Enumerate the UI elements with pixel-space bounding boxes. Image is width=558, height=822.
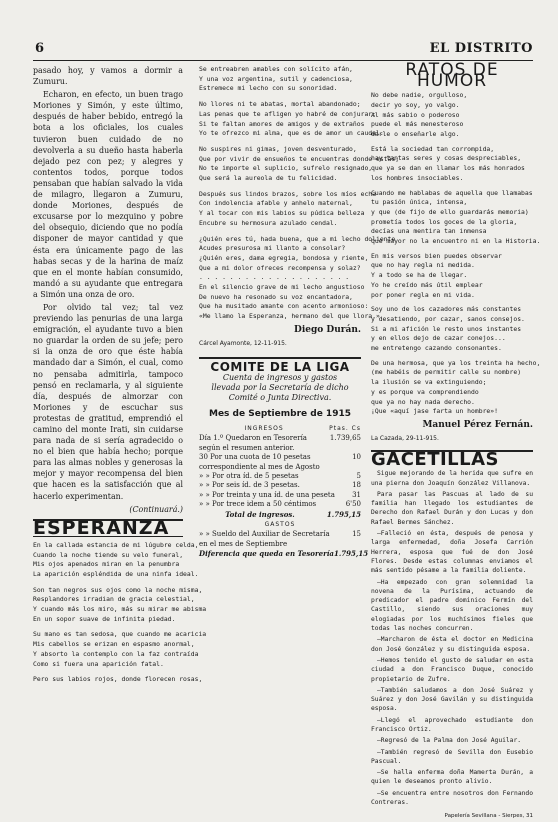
verse-line: por poner regla en mi vida. [371, 290, 475, 299]
poem-line: Encubre su hermosura azulado cendal. [199, 218, 338, 227]
verse-line: y desatiendo, por cazar, sanos consejos. [371, 314, 525, 323]
verse-line: Cuando me hablabas de aquella que llamabas [371, 188, 533, 197]
verse-line: y en ellos dejo de cazar conejos... [371, 334, 506, 343]
poem-line: Yo te ofrezco mi alma, que es de amor un caudal. [199, 129, 384, 138]
esperanza-poem [33, 540, 207, 685]
verse-line: decir yo soy, yo valgo. [371, 100, 460, 109]
poem-line: Después sus lindos brazos, sobre los míos echa [199, 189, 376, 198]
poem-line: Y absorto la contemplo con la faz contraída [33, 649, 199, 658]
gacetilla-item: —Hemos tenido el gusto de saludar en esta ciudad a don Francisco Duque, conocido propietario de Zufre. [371, 656, 533, 683]
ingreso-description: » » Por seis íd. de 3 pesetas. [199, 481, 300, 490]
verse-line: Yo he creído más útil emplear [371, 280, 483, 289]
publication-title: EL DISTRITO [429, 41, 533, 56]
poem-line: No te importe el suplicio, sufrelo resignado, [199, 164, 373, 173]
poem-line: Y cuando más los miro, más su mirar me abisma [33, 605, 207, 614]
poem-line: Su mano es tan sedosa, que cuando me acaricia [33, 630, 207, 639]
poem-line: «Me llamo la Esperanza, hermano del que llora.» [199, 312, 380, 321]
verse-line: y es porque va comprendiendo [371, 387, 479, 396]
gacetilla-item: Para pasar las Pascuas al lado de su familia han llegado los estudiantes de Derecho don Rafael Durán y don Lucas y don Rafael Bermes Sánchez. [371, 490, 533, 526]
poem-line: Acudes presurosa mi llanto a consolar? [199, 244, 346, 253]
verse-line: (me habéis de permitir calle su nombre) [371, 368, 522, 377]
gacetilla-item: —Llegó el aprovechado estudiante don Francisco Ortiz. [371, 716, 533, 733]
poem-line: En un sopor suave de infinita piedad. [33, 614, 176, 623]
poem-line: Que será la aureola de tu felicidad. [199, 174, 338, 183]
verse-line: No debe nadie, orgulloso, [371, 91, 468, 100]
continued-note: (Continuará.) [129, 504, 183, 514]
verse-line: que no hay regla ni medida. [371, 261, 475, 270]
column-right [371, 60, 541, 822]
gacetilla-item: Sigue mejorando de la herida que sufre en una pierna don Joaquín González Villanova. [371, 470, 533, 487]
poem-line: Las penas que te afligen yo habré de conjurar; [199, 109, 376, 118]
column-left [33, 65, 207, 685]
total-ingresos-row: Total de ingresos. 1.795,15 [225, 509, 361, 519]
ratos-verses [371, 91, 541, 417]
ingreso-amount: 18 [352, 481, 361, 490]
verse-line: que ya se dan en llamar los más honrados [371, 164, 525, 173]
gastos-header: GASTOS [264, 521, 296, 528]
poem-line: ¿Quién eres, dama egregia, bondosa y riente, [199, 253, 369, 262]
poem-line: Cuando la noche tiende su velo funeral, [33, 550, 184, 559]
ingreso-description: 30 Por una cuota de 10 pesetas correspondiente al mes de Agosto [199, 453, 320, 471]
diferencia-row: Diferencia que queda en Tesorería 1.795,15 [199, 548, 369, 558]
ingreso-amount: 1.739,65 [329, 434, 361, 443]
poem-line: Y al tocar con mis labios su púdica belleza [199, 209, 365, 218]
poem-line: Y una voz argentina, sutil y cadenciosa, [199, 74, 353, 83]
verse-line: los hombres insociables. [371, 173, 464, 182]
story-continuation [33, 65, 183, 515]
poem-line: Que a mi dolor ofreces recompensa y solaz? [199, 263, 361, 272]
ratos-title: RATOS DE HUMOR [405, 60, 499, 92]
column-middle [199, 65, 400, 558]
verse-line: Está la sociedad tan corrompida, [371, 144, 495, 153]
story-paragraph: Echaron, en efecto, un buen trago Moriones y Simón, y este último, después de haber bebido, entregó la bota a los oficiales, los cuales tuvieron buen cuidado de no devolverla a su dueño hasta haberla dejado pez con pez; y alegres y contentos todos, porque todos pensaban que habían salvado la vida de milagro, llegaron a Zumuru, donde Moriones, después de excusarse por lo mezquino y pobre del obsequio, diciendo que no podía disponer de mayor cantidad y que ésta era únicamente pago de las habas secas y de la harina de maíz que en el monte habían consumido, mandó a su ayudante que entregara a Simón una onza de oro. [33, 90, 183, 299]
ingreso-description: » » Por treinta y una íd. de una peseta [199, 490, 335, 499]
poem-line: En la callada estancia de mi lúgubre celda, [33, 540, 199, 549]
poem-line: No suspires ni gimas, joven desventurado, [199, 144, 357, 153]
gacetilla-item: —Se halla enferma doña Mamerta Durán, a quien le deseamos pronto alivio. [371, 769, 533, 786]
verse-line: En mis versos bien puedes observar [371, 251, 502, 260]
verse-line: Al más sabio o poderoso [371, 110, 460, 119]
gacetilla-item: —Marcharon de ésta el doctor en Medicina don José González y su distinguida esposa. [371, 636, 533, 653]
ratos-dateline: La Cazada, 29-11-915. [371, 435, 439, 443]
ingreso-row [199, 453, 361, 472]
ingreso-row [199, 481, 361, 490]
ingreso-description: Día 1.º Quedaron en Tesorería según el resumen anterior. [199, 434, 307, 452]
liga-account-box [199, 357, 369, 558]
poem-line: Si te faltan amores de amigos y de extraños [199, 119, 365, 128]
ingresos-header: INGRESOS Ptas. Cs [244, 425, 361, 433]
ingresos-rows [199, 434, 361, 509]
verse-line: que mayor no la encuentro ni en la Historia. [371, 237, 541, 246]
verse-line: Si a mi afición le resto unos instantes [371, 324, 522, 333]
ratos-signature: Manuel Pérez Fernán. [422, 419, 533, 430]
ingreso-row [199, 472, 361, 481]
esperanza-poem-continued [199, 65, 400, 322]
ingreso-amount: 31 [352, 490, 361, 499]
poem-line: Mis ojos apenados miran en la penumbra [33, 560, 180, 569]
poem-line: Pero sus labios rojos, donde florecen rosas, [33, 675, 203, 684]
ingreso-row [199, 500, 361, 509]
poem-line: . . . . . . . . . . . . . . . . . . . . [199, 273, 350, 282]
ingreso-amount: 6'50 [345, 500, 361, 509]
verse-line: tu pasión única, intensa, [371, 198, 468, 207]
poem-line: Con indolencia afable y anhelo maternal, [199, 199, 353, 208]
verse-line: decías una mentira tan inmensa [371, 227, 487, 236]
poem-line: La aparición espléndida de una ninfa ideal. [33, 569, 199, 578]
verse-line: ¡Que «aquí jase farta un hombre»! [371, 407, 498, 416]
gacetilla-item: —Se encuentra entre nosotros don Fernando Contreras. [371, 789, 533, 807]
page-number: 6 [35, 41, 45, 56]
poem-line: Son tan negros sus ojos como la noche misma, [33, 585, 203, 594]
gasto-row: » » Sueldo del Auxiliar de Secretaría en el mes de Septiembre 15 [199, 530, 361, 548]
gacetilla-item: —También regresó de Sevilla don Eusebio Pascual. [371, 748, 533, 765]
verse-line: que ya no hay nada derecho. [371, 397, 475, 406]
poem-line: Que ha musitado amante con acento armonioso: [199, 302, 369, 311]
verse-line: darle o enseñarle algo. [371, 130, 460, 138]
gacetillas-body [371, 469, 533, 807]
verse-line: De una hermosa, que ya los treinta ha hecho, [371, 358, 541, 367]
story-paragraph: pasado hoy, y vamos a dormir a Zumuru. [33, 66, 183, 87]
verse-line: Y a todo se ha de llegar. [371, 271, 468, 280]
verse-line: y que (de fijo de ello guardarás memoria) [371, 207, 529, 216]
verse-line: me entretengo cazando consonantes. [371, 344, 502, 353]
verse-line: prometía todos los goces de la gloria, [371, 217, 518, 226]
poem-signature: Diego Durán. [294, 324, 361, 335]
ingreso-amount: 10 [352, 453, 361, 462]
gacetillas-title: GACETILLAS [371, 450, 533, 465]
gacetilla-item: —También saludamos a don José Suárez y Suárez y don José Gavilán y su distinguida esposa. [371, 686, 533, 713]
poem-line: Resplandores irradian de gracia celestial, [33, 595, 195, 604]
ingreso-description: » » Por otra íd. de 5 pesetas [199, 471, 299, 480]
poem-line: ¿Quién eres tú, hada buena, que a mi lecho doliente [199, 234, 396, 243]
poem-line: Como si fuera una aparición fatal. [33, 659, 164, 668]
poem-line: No llores ni te abatas, mortal abandonado; [199, 100, 361, 109]
ingreso-amount: 5 [356, 471, 361, 480]
liga-subtitle: Cuenta de ingresos y gastos [222, 373, 338, 383]
story-paragraph: Por olvido tal vez; tal vez previendo las penurias de una larga emigración, el ayudante tuvo a bien no guardar la orden de su jefe; pero si la onza de oro que éste había mandado dar a Simón, el cual, como no pensaba admitirla, tampoco pensó en reclamarla, y al siguiente día, después de almorzar con Moriones y de escuchar sus protestas de gratitud, emprendió el camino del monte Irati, sin cuidarse para nada de si sería agradecido o no el bien que había hecho; porque para las almas nobles y generosas la mejor y mayor recompensa del bien que hacen es la satisfacción que al hacerlo experimentan. [33, 302, 183, 501]
ingreso-description: » » Por trece idem a 50 céntimos [199, 500, 317, 509]
poem-line: De nuevo ha resonado su voz encantadora, [199, 292, 353, 301]
verse-line: puede el más menesteroso [371, 120, 464, 129]
poem-line: Estremece mi lecho con su sonoridad. [199, 84, 338, 93]
verse-line: Soy uno de los cazadores más constantes [371, 305, 522, 314]
ingreso-row [199, 491, 361, 500]
poem-dateline: Cárcel Ayamonte, 12-11-915. [199, 339, 287, 347]
verse-line: la ilusión se va extinguiendo; [371, 378, 487, 387]
liga-month: Mes de Septiembre de 1915 [209, 409, 351, 420]
page-header [33, 38, 533, 61]
esperanza-title: ESPERANZA [33, 519, 183, 537]
gacetilla-item: —Regresó de la Palma don José Aguilar. [377, 737, 522, 745]
poem-line: Que por vivir de ensueños te encuentras donde estás; [199, 154, 400, 163]
gacetilla-item: —Ha empezado con gran solemnidad la novena de la Purísima, actuando de predicador el padre dominico Fermín del Castillo, siendo sus oraciones muy elogiadas por los muchísimos fieles que todas las noches concurren. [371, 578, 533, 633]
poem-line: Mis cabellos se erizan en espasmo anormal, [33, 640, 195, 649]
poem-line: En el silencio grave de mi lecho angustioso [199, 283, 365, 292]
liga-subtitle: llevada por la Secretaría de dicho Comité o Junta Directiva. [211, 383, 349, 403]
ingreso-row [199, 434, 361, 453]
gacetilla-item: —Falleció en ésta, después de penosa y larga enfermedad, doña Josefa Carrión Herrera, esposa que fué de don José Flores. Desde estas columnas enviamos el más sentido pésame a la familia doliente. [371, 530, 533, 575]
liga-title: COMITE DE LA LIGA [210, 360, 350, 375]
poem-line: Se entreabren amables con solícito afán, [199, 65, 353, 73]
printer-credit: Papelería Sevillana - Sierpes, 31 [444, 813, 533, 820]
verse-line: hay tantas seres y cosas despreciables, [371, 154, 522, 163]
